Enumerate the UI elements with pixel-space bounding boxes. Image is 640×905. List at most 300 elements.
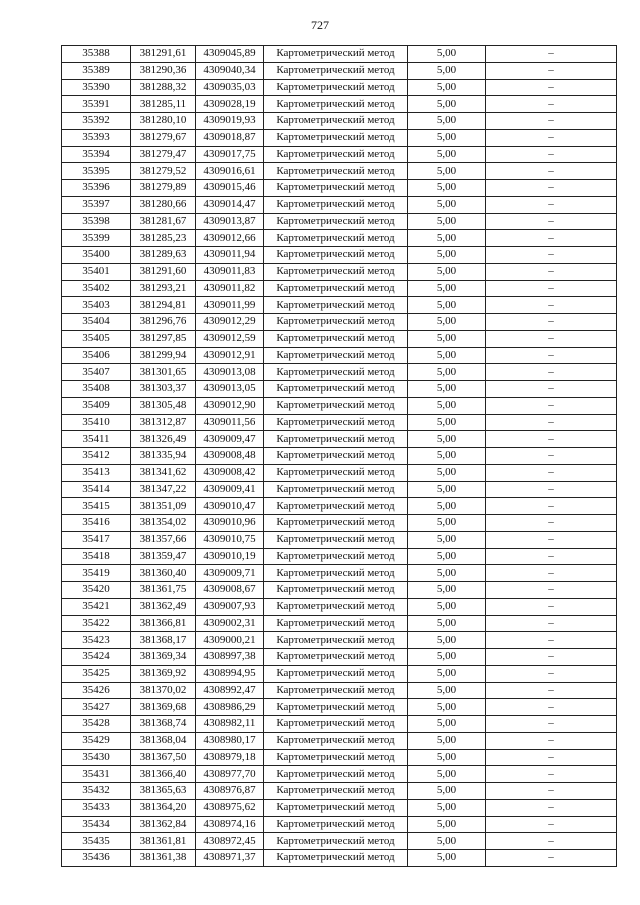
method-cell: Картометрический метод (264, 397, 408, 414)
table-row (62, 799, 617, 816)
accuracy-cell: 5,00 (408, 548, 486, 565)
accuracy-cell: 5,00 (408, 364, 486, 381)
accuracy-cell: 5,00 (408, 598, 486, 615)
x-coordinate-cell: 381296,76 (131, 314, 196, 331)
y-coordinate-cell: 4309013,87 (196, 213, 264, 230)
x-coordinate-cell: 381279,89 (131, 180, 196, 197)
y-coordinate-cell: 4309012,59 (196, 330, 264, 347)
description-cell: – (486, 615, 617, 632)
accuracy-cell: 5,00 (408, 615, 486, 632)
x-coordinate-cell: 381335,94 (131, 448, 196, 465)
description-cell: – (486, 632, 617, 649)
description-cell: – (486, 263, 617, 280)
description-cell: – (486, 682, 617, 699)
description-cell: – (486, 397, 617, 414)
method-cell: Картометрический метод (264, 716, 408, 733)
y-coordinate-cell: 4309012,66 (196, 230, 264, 247)
description-cell: – (486, 766, 617, 783)
table-row (62, 364, 617, 381)
x-coordinate-cell: 381361,75 (131, 582, 196, 599)
y-coordinate-cell: 4309035,03 (196, 79, 264, 96)
x-coordinate-cell: 381290,36 (131, 62, 196, 79)
table-row (62, 598, 617, 615)
x-coordinate-cell: 381297,85 (131, 330, 196, 347)
accuracy-cell: 5,00 (408, 732, 486, 749)
description-cell: – (486, 213, 617, 230)
x-coordinate-cell: 381362,84 (131, 816, 196, 833)
point-number-cell: 35403 (62, 297, 131, 314)
x-coordinate-cell: 381279,52 (131, 163, 196, 180)
description-cell: – (486, 598, 617, 615)
table-row (62, 347, 617, 364)
method-cell: Картометрический метод (264, 79, 408, 96)
accuracy-cell: 5,00 (408, 682, 486, 699)
method-cell: Картометрический метод (264, 297, 408, 314)
y-coordinate-cell: 4309040,34 (196, 62, 264, 79)
accuracy-cell: 5,00 (408, 163, 486, 180)
table-row (62, 515, 617, 532)
x-coordinate-cell: 381354,02 (131, 515, 196, 532)
table-row (62, 448, 617, 465)
table-row (62, 62, 617, 79)
accuracy-cell: 5,00 (408, 783, 486, 800)
point-number-cell: 35413 (62, 464, 131, 481)
point-number-cell: 35408 (62, 381, 131, 398)
accuracy-cell: 5,00 (408, 716, 486, 733)
method-cell: Картометрический метод (264, 582, 408, 599)
accuracy-cell: 5,00 (408, 347, 486, 364)
method-cell: Картометрический метод (264, 833, 408, 850)
table-row (62, 582, 617, 599)
point-number-cell: 35399 (62, 230, 131, 247)
point-number-cell: 35430 (62, 749, 131, 766)
x-coordinate-cell: 381369,34 (131, 649, 196, 666)
description-cell: – (486, 79, 617, 96)
method-cell: Картометрический метод (264, 62, 408, 79)
description-cell: – (486, 347, 617, 364)
y-coordinate-cell: 4309010,47 (196, 498, 264, 515)
x-coordinate-cell: 381361,81 (131, 833, 196, 850)
y-coordinate-cell: 4309012,29 (196, 314, 264, 331)
method-cell: Картометрический метод (264, 766, 408, 783)
accuracy-cell: 5,00 (408, 263, 486, 280)
point-number-cell: 35415 (62, 498, 131, 515)
table-row (62, 682, 617, 699)
x-coordinate-cell: 381368,74 (131, 716, 196, 733)
method-cell: Картометрический метод (264, 515, 408, 532)
y-coordinate-cell: 4309011,83 (196, 263, 264, 280)
x-coordinate-cell: 381351,09 (131, 498, 196, 515)
point-number-cell: 35421 (62, 598, 131, 615)
table-row (62, 381, 617, 398)
accuracy-cell: 5,00 (408, 247, 486, 264)
x-coordinate-cell: 381362,49 (131, 598, 196, 615)
y-coordinate-cell: 4309000,21 (196, 632, 264, 649)
accuracy-cell: 5,00 (408, 448, 486, 465)
point-number-cell: 35394 (62, 146, 131, 163)
x-coordinate-cell: 381357,66 (131, 531, 196, 548)
x-coordinate-cell: 381369,92 (131, 665, 196, 682)
y-coordinate-cell: 4309010,96 (196, 515, 264, 532)
point-number-cell: 35393 (62, 129, 131, 146)
x-coordinate-cell: 381370,02 (131, 682, 196, 699)
table-row (62, 180, 617, 197)
y-coordinate-cell: 4308977,70 (196, 766, 264, 783)
y-coordinate-cell: 4309010,75 (196, 531, 264, 548)
accuracy-cell: 5,00 (408, 515, 486, 532)
y-coordinate-cell: 4309011,99 (196, 297, 264, 314)
accuracy-cell: 5,00 (408, 498, 486, 515)
description-cell: – (486, 431, 617, 448)
accuracy-cell: 5,00 (408, 850, 486, 867)
y-coordinate-cell: 4308980,17 (196, 732, 264, 749)
description-cell: – (486, 96, 617, 113)
accuracy-cell: 5,00 (408, 213, 486, 230)
table-row (62, 397, 617, 414)
description-cell: – (486, 330, 617, 347)
coordinates-table (61, 45, 617, 867)
point-number-cell: 35422 (62, 615, 131, 632)
point-number-cell: 35428 (62, 716, 131, 733)
table-row (62, 749, 617, 766)
x-coordinate-cell: 381364,20 (131, 799, 196, 816)
point-number-cell: 35410 (62, 414, 131, 431)
table-row (62, 96, 617, 113)
accuracy-cell: 5,00 (408, 129, 486, 146)
table-row (62, 699, 617, 716)
description-cell: – (486, 280, 617, 297)
point-number-cell: 35401 (62, 263, 131, 280)
point-number-cell: 35424 (62, 649, 131, 666)
description-cell: – (486, 582, 617, 599)
point-number-cell: 35391 (62, 96, 131, 113)
x-coordinate-cell: 381369,68 (131, 699, 196, 716)
point-number-cell: 35427 (62, 699, 131, 716)
point-number-cell: 35411 (62, 431, 131, 448)
point-number-cell: 35389 (62, 62, 131, 79)
table-row (62, 498, 617, 515)
method-cell: Картометрический метод (264, 280, 408, 297)
method-cell: Картометрический метод (264, 263, 408, 280)
accuracy-cell: 5,00 (408, 665, 486, 682)
description-cell: – (486, 548, 617, 565)
description-cell: – (486, 732, 617, 749)
point-number-cell: 35425 (62, 665, 131, 682)
point-number-cell: 35398 (62, 213, 131, 230)
method-cell: Картометрический метод (264, 498, 408, 515)
y-coordinate-cell: 4309012,91 (196, 347, 264, 364)
x-coordinate-cell: 381360,40 (131, 565, 196, 582)
point-number-cell: 35395 (62, 163, 131, 180)
description-cell: – (486, 699, 617, 716)
y-coordinate-cell: 4309015,46 (196, 180, 264, 197)
description-cell: – (486, 414, 617, 431)
accuracy-cell: 5,00 (408, 46, 486, 63)
y-coordinate-cell: 4308982,11 (196, 716, 264, 733)
point-number-cell: 35414 (62, 481, 131, 498)
table-row (62, 46, 617, 63)
accuracy-cell: 5,00 (408, 196, 486, 213)
description-cell: – (486, 163, 617, 180)
accuracy-cell: 5,00 (408, 699, 486, 716)
method-cell: Картометрический метод (264, 46, 408, 63)
y-coordinate-cell: 4309017,75 (196, 146, 264, 163)
method-cell: Картометрический метод (264, 414, 408, 431)
table-row (62, 113, 617, 130)
accuracy-cell: 5,00 (408, 749, 486, 766)
y-coordinate-cell: 4308972,45 (196, 833, 264, 850)
x-coordinate-cell: 381303,37 (131, 381, 196, 398)
accuracy-cell: 5,00 (408, 79, 486, 96)
point-number-cell: 35412 (62, 448, 131, 465)
description-cell: – (486, 129, 617, 146)
method-cell: Картометрический метод (264, 448, 408, 465)
y-coordinate-cell: 4309009,71 (196, 565, 264, 582)
table-row (62, 314, 617, 331)
table-row (62, 732, 617, 749)
y-coordinate-cell: 4308971,37 (196, 850, 264, 867)
accuracy-cell: 5,00 (408, 314, 486, 331)
accuracy-cell: 5,00 (408, 431, 486, 448)
description-cell: – (486, 749, 617, 766)
y-coordinate-cell: 4309028,19 (196, 96, 264, 113)
method-cell: Картометрический метод (264, 783, 408, 800)
description-cell: – (486, 665, 617, 682)
x-coordinate-cell: 381299,94 (131, 347, 196, 364)
y-coordinate-cell: 4308974,16 (196, 816, 264, 833)
table-row (62, 531, 617, 548)
accuracy-cell: 5,00 (408, 481, 486, 498)
y-coordinate-cell: 4309009,41 (196, 481, 264, 498)
description-cell: – (486, 230, 617, 247)
accuracy-cell: 5,00 (408, 649, 486, 666)
table-row (62, 766, 617, 783)
method-cell: Картометрический метод (264, 850, 408, 867)
y-coordinate-cell: 4308976,87 (196, 783, 264, 800)
description-cell: – (486, 481, 617, 498)
table-row (62, 213, 617, 230)
x-coordinate-cell: 381368,17 (131, 632, 196, 649)
method-cell: Картометрический метод (264, 146, 408, 163)
accuracy-cell: 5,00 (408, 230, 486, 247)
point-number-cell: 35420 (62, 582, 131, 599)
x-coordinate-cell: 381361,38 (131, 850, 196, 867)
y-coordinate-cell: 4309045,89 (196, 46, 264, 63)
description-cell: – (486, 531, 617, 548)
method-cell: Картометрический метод (264, 548, 408, 565)
method-cell: Картометрический метод (264, 230, 408, 247)
point-number-cell: 35397 (62, 196, 131, 213)
accuracy-cell: 5,00 (408, 464, 486, 481)
description-cell: – (486, 565, 617, 582)
accuracy-cell: 5,00 (408, 62, 486, 79)
method-cell: Картометрический метод (264, 816, 408, 833)
description-cell: – (486, 464, 617, 481)
method-cell: Картометрический метод (264, 732, 408, 749)
description-cell: – (486, 498, 617, 515)
table-row (62, 163, 617, 180)
y-coordinate-cell: 4309011,94 (196, 247, 264, 264)
x-coordinate-cell: 381366,81 (131, 615, 196, 632)
point-number-cell: 35407 (62, 364, 131, 381)
x-coordinate-cell: 381359,47 (131, 548, 196, 565)
accuracy-cell: 5,00 (408, 146, 486, 163)
table-row (62, 665, 617, 682)
method-cell: Картометрический метод (264, 129, 408, 146)
y-coordinate-cell: 4309011,56 (196, 414, 264, 431)
x-coordinate-cell: 381280,10 (131, 113, 196, 130)
description-cell: – (486, 113, 617, 130)
accuracy-cell: 5,00 (408, 766, 486, 783)
accuracy-cell: 5,00 (408, 816, 486, 833)
y-coordinate-cell: 4309013,08 (196, 364, 264, 381)
point-number-cell: 35432 (62, 783, 131, 800)
point-number-cell: 35392 (62, 113, 131, 130)
description-cell: – (486, 448, 617, 465)
x-coordinate-cell: 381301,65 (131, 364, 196, 381)
y-coordinate-cell: 4308997,38 (196, 649, 264, 666)
x-coordinate-cell: 381366,40 (131, 766, 196, 783)
method-cell: Картометрический метод (264, 330, 408, 347)
page-number: 727 (311, 18, 329, 32)
point-number-cell: 35390 (62, 79, 131, 96)
method-cell: Картометрический метод (264, 565, 408, 582)
y-coordinate-cell: 4309018,87 (196, 129, 264, 146)
method-cell: Картометрический метод (264, 247, 408, 264)
point-number-cell: 35434 (62, 816, 131, 833)
description-cell: – (486, 816, 617, 833)
accuracy-cell: 5,00 (408, 565, 486, 582)
description-cell: – (486, 716, 617, 733)
accuracy-cell: 5,00 (408, 180, 486, 197)
method-cell: Картометрический метод (264, 163, 408, 180)
x-coordinate-cell: 381312,87 (131, 414, 196, 431)
y-coordinate-cell: 4308994,95 (196, 665, 264, 682)
point-number-cell: 35402 (62, 280, 131, 297)
point-number-cell: 35406 (62, 347, 131, 364)
description-cell: – (486, 833, 617, 850)
y-coordinate-cell: 4308992,47 (196, 682, 264, 699)
x-coordinate-cell: 381294,81 (131, 297, 196, 314)
x-coordinate-cell: 381288,32 (131, 79, 196, 96)
method-cell: Картометрический метод (264, 598, 408, 615)
method-cell: Картометрический метод (264, 381, 408, 398)
method-cell: Картометрический метод (264, 799, 408, 816)
point-number-cell: 35405 (62, 330, 131, 347)
table-row (62, 414, 617, 431)
accuracy-cell: 5,00 (408, 414, 486, 431)
method-cell: Картометрический метод (264, 481, 408, 498)
point-number-cell: 35435 (62, 833, 131, 850)
method-cell: Картометрический метод (264, 180, 408, 197)
method-cell: Картометрический метод (264, 464, 408, 481)
table-row (62, 464, 617, 481)
table-row (62, 196, 617, 213)
method-cell: Картометрический метод (264, 699, 408, 716)
point-number-cell: 35400 (62, 247, 131, 264)
x-coordinate-cell: 381285,11 (131, 96, 196, 113)
x-coordinate-cell: 381289,63 (131, 247, 196, 264)
description-cell: – (486, 381, 617, 398)
description-cell: – (486, 247, 617, 264)
y-coordinate-cell: 4309019,93 (196, 113, 264, 130)
accuracy-cell: 5,00 (408, 632, 486, 649)
table-row (62, 263, 617, 280)
y-coordinate-cell: 4309007,93 (196, 598, 264, 615)
table-row (62, 129, 617, 146)
y-coordinate-cell: 4308979,18 (196, 749, 264, 766)
point-number-cell: 35436 (62, 850, 131, 867)
accuracy-cell: 5,00 (408, 833, 486, 850)
point-number-cell: 35433 (62, 799, 131, 816)
x-coordinate-cell: 381291,61 (131, 46, 196, 63)
point-number-cell: 35416 (62, 515, 131, 532)
y-coordinate-cell: 4309012,90 (196, 397, 264, 414)
accuracy-cell: 5,00 (408, 531, 486, 548)
method-cell: Картометрический метод (264, 314, 408, 331)
y-coordinate-cell: 4309010,19 (196, 548, 264, 565)
accuracy-cell: 5,00 (408, 96, 486, 113)
table-row (62, 565, 617, 582)
method-cell: Картометрический метод (264, 196, 408, 213)
y-coordinate-cell: 4309014,47 (196, 196, 264, 213)
method-cell: Картометрический метод (264, 665, 408, 682)
accuracy-cell: 5,00 (408, 799, 486, 816)
point-number-cell: 35426 (62, 682, 131, 699)
method-cell: Картометрический метод (264, 682, 408, 699)
method-cell: Картометрический метод (264, 96, 408, 113)
table-row (62, 850, 617, 867)
table-row (62, 649, 617, 666)
table-body (62, 46, 617, 867)
table-row (62, 615, 617, 632)
description-cell: – (486, 196, 617, 213)
method-cell: Картометрический метод (264, 615, 408, 632)
x-coordinate-cell: 381280,66 (131, 196, 196, 213)
method-cell: Картометрический метод (264, 431, 408, 448)
table-row (62, 230, 617, 247)
description-cell: – (486, 297, 617, 314)
description-cell: – (486, 850, 617, 867)
description-cell: – (486, 799, 617, 816)
method-cell: Картометрический метод (264, 749, 408, 766)
point-number-cell: 35388 (62, 46, 131, 63)
table-row (62, 833, 617, 850)
y-coordinate-cell: 4309016,61 (196, 163, 264, 180)
x-coordinate-cell: 381347,22 (131, 481, 196, 498)
point-number-cell: 35396 (62, 180, 131, 197)
table-row (62, 146, 617, 163)
y-coordinate-cell: 4309008,42 (196, 464, 264, 481)
point-number-cell: 35409 (62, 397, 131, 414)
method-cell: Картометрический метод (264, 364, 408, 381)
description-cell: – (486, 314, 617, 331)
point-number-cell: 35404 (62, 314, 131, 331)
description-cell: – (486, 62, 617, 79)
point-number-cell: 35431 (62, 766, 131, 783)
y-coordinate-cell: 4309013,05 (196, 381, 264, 398)
table-row (62, 79, 617, 96)
point-number-cell: 35418 (62, 548, 131, 565)
x-coordinate-cell: 381281,67 (131, 213, 196, 230)
y-coordinate-cell: 4308986,29 (196, 699, 264, 716)
description-cell: – (486, 783, 617, 800)
accuracy-cell: 5,00 (408, 280, 486, 297)
table-row (62, 816, 617, 833)
table-row (62, 481, 617, 498)
accuracy-cell: 5,00 (408, 113, 486, 130)
accuracy-cell: 5,00 (408, 381, 486, 398)
